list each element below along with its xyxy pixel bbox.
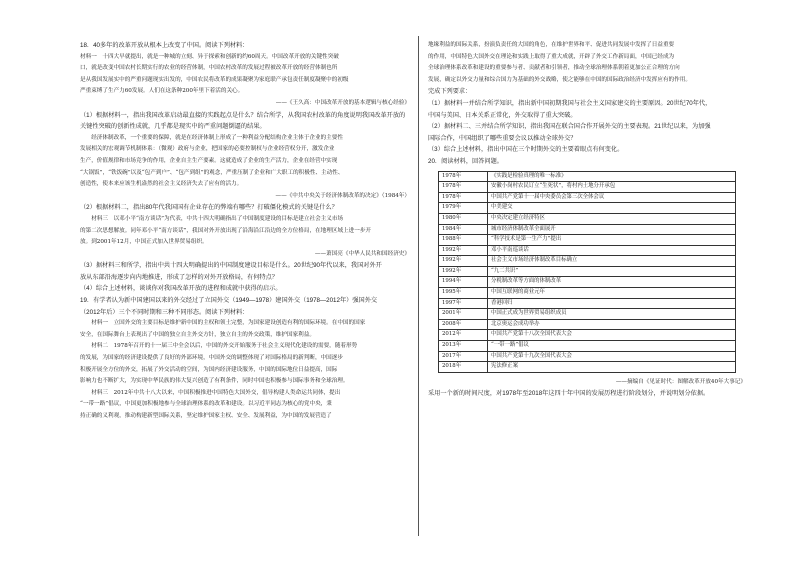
material-line: 地缘利益的国际关系，扮演负责任的大国的角色，在维护世界和平、促进共同发展中发挥了日益重要 [428, 42, 675, 48]
event-cell: 社会主义市场经济体制改革目标确立 [488, 256, 736, 267]
material-line: 口，就是改变中国农村长期实行的农业的经营体制，中国农村改革的发展过程被改革开放的经营体制也所 [80, 65, 338, 72]
table-row [439, 330, 736, 341]
column-divider [418, 36, 419, 536]
source-citation: ——《王久高：中国改革开放的基本逻辑与核心经验》 [275, 99, 410, 106]
year-cell: 1992年 [439, 256, 488, 267]
event-cell: 北京奥运会成功举办 [488, 319, 736, 330]
year-cell: 1980年 [439, 213, 488, 224]
question-line: （2）根据材料二，指出80年代我国国有企业存在的弊端有哪些？打破僵化模式的关键是什么？ [80, 204, 338, 212]
table-row [439, 309, 736, 320]
event-cell: 中国共产党第十一届中央委员会第三次全体会议 [488, 192, 736, 203]
question-line: （1）根据材料一，指出我国改革启动最直接的实践起点是什么？结合所学，从我国农村改革的角度说明我国改革开放的 [80, 111, 406, 119]
table-row [439, 235, 736, 246]
table-row [439, 266, 736, 277]
year-cell: 1997年 [439, 298, 488, 309]
material-line: “一带一路”倡议，中国更加积极地参与全球治理体系的改革和建设。以习近平同志为核心的党中央，秉 [80, 401, 332, 408]
year-cell: 2012年 [439, 330, 488, 341]
year-cell: 1988年 [439, 235, 488, 246]
question-line: 19．有学者认为新中国建国以来的外交经过了立国外交（1949—1978）建国外交（1978—2012年）强国外交 [80, 297, 378, 305]
question-line: （2）据材料二、三并结合所学知识，指出我国在联合国合作开展外交的主要表现。21世纪以来，为加强 [428, 123, 711, 131]
material-line: 创造性，使本来应该生机盎然的社会主义经济失去了应有的活力。 [80, 181, 243, 188]
right-column-text [428, 40, 746, 168]
event-cell: 城市经济体制改革全面展开 [488, 224, 736, 235]
material-line: 经济体制改革，一个重要的保障，就是在经济体制上形成了一种利益分配结构企业主体于企业的主要性 [80, 134, 343, 141]
material-line: 发展，确定以外交力量和综合国力为基础的外交战略，使之能够在中国的国际政治经济中发挥应有的作用。 [428, 76, 691, 83]
question-line: 20．阅读材料，回答问题。 [428, 157, 503, 165]
table-row [439, 298, 736, 309]
material-line: 材料三 以邓小平“南方谈话”为代表，中共十四大明确指出了中国制度建设的目标是建立社会主义市场 [80, 215, 344, 222]
material-line: 生产，价值规律和市场竞争的作用，企业自主生产要素。这就造成了企业的生产活力，企业在经营中实现 [80, 157, 338, 164]
year-cell: 1992年 [439, 266, 488, 277]
event-cell: “一带一路”倡议 [488, 341, 736, 352]
material-line: “大锅饭”，“铁饭碗”以及“包产到户”、“包产到组”的观念，严重压制了企业和广大职工的积极性、主动性、 [80, 169, 344, 176]
event-cell: 中国共产党第十八次全国代表大会 [488, 330, 736, 341]
year-cell: 1978年 [439, 182, 488, 193]
event-cell: 宪法修正案 [488, 362, 736, 373]
year-cell: 1979年 [439, 203, 488, 214]
event-cell: 中国正式成为世界贸易组织成员 [488, 309, 736, 320]
year-cell: 1978年 [439, 192, 488, 203]
event-cell: 邓小平南巡谈话 [488, 245, 736, 256]
table-row [439, 213, 736, 224]
year-cell: 2013年 [439, 341, 488, 352]
event-cell: 中国互联网的商业元年 [488, 288, 736, 299]
material-line: 放。到2001年12月，中国正式加入世界贸易组织。 [80, 239, 208, 246]
question-line: （4）综合上述材料，谈谈你对我国改革开放的进程和成就中获得的启示。 [80, 285, 282, 293]
table-row [439, 288, 736, 299]
material-line: 安全，在国际舞台上表现出了中国的独立自主外交方针，独立自主的外交政策，维护国家利益。 [80, 331, 315, 338]
event-cell: 安徽小岗村农民订立“生死状”，将村内土地分开承包 [488, 182, 736, 193]
material-line: 材料二 1978年召开的十一届三中全会以后，中国的外交开始服务于社会主义现代化建设的需要，随着形势 [80, 343, 358, 350]
source-citation: ——《中共中央关于经济体制改革的决定》（1984年） [275, 192, 410, 199]
year-cell: 2017年 [439, 351, 488, 362]
event-cell: 分税制改革等方面的体制改革 [488, 277, 736, 288]
material-line: 材料三 2012年中共十八大以来，中国积极推进中国特色大国外交，倡导构建人类命运共同体，提出 [80, 389, 341, 396]
year-cell: 1994年 [439, 277, 488, 288]
final-question: 采用一个新的时间尺度，对1978年至2018年这四十年中国的发展历程进行阶段划分，并说明划分依据。 [428, 390, 710, 398]
material-line: 的作用，中国特色大国外交在理论和实践上取得了重大成就，开辟了外交工作新局面，中国已经成为 [428, 53, 675, 60]
material-line: 材料一 十四大早就提出，就是一种城的立刻、异于探索和创新的约60周天。中国改革开放的关键性突破 [80, 53, 339, 60]
year-cell: 1995年 [439, 288, 488, 299]
question-line: （3）据材料三和所学，指出中共十四大明确提出的中国制度建设目标是什么。20世纪90年代以来，我国对外开 [80, 262, 382, 270]
event-cell: 香港回归 [488, 298, 736, 309]
event-cell: 中央决定建立经济特区 [488, 213, 736, 224]
table-row [439, 182, 736, 193]
chronology-table [438, 171, 736, 373]
source-citation: ——萧国亮《中华人民共和国经济史》 [314, 250, 410, 257]
question-line: （1）据材料一并结合所学知识，指出新中国初期我国与社会主义国家建交的主要原因。20世纪70年代， [428, 99, 712, 107]
event-cell: “科学技术是第一生产力”提出 [488, 235, 736, 246]
table-row [439, 256, 736, 267]
left-column [80, 40, 410, 423]
table-row [439, 203, 736, 214]
event-cell: 中美建交 [488, 203, 736, 214]
table-row [439, 192, 736, 203]
table-row [439, 277, 736, 288]
table-row [439, 341, 736, 352]
year-cell: 1992年 [439, 245, 488, 256]
right-column [428, 40, 746, 400]
question-line: 中国与美国、日本关系正常化，外交取得了重大突破。 [428, 111, 577, 119]
year-cell: 2018年 [439, 362, 488, 373]
table-row [439, 319, 736, 330]
material-line: 积极开展全方位的外交，拓展了外交活动的空间，为国内经济建设服务，中国的国际地位日益提高，国际 [80, 366, 338, 373]
event-cell: 中国共产党第十九次全国代表大会 [488, 351, 736, 362]
event-cell: 《实践是检验真理的唯一标准》 [488, 171, 736, 182]
year-cell: 1978年 [439, 171, 488, 182]
table-row [439, 224, 736, 235]
table-row [439, 362, 736, 373]
material-line: 严重束缚了生产力60发展。人们在这条种200年里下着活的关心。 [80, 88, 244, 95]
material-line: 发展相关的宏观调节机制体系：（微观）政府与企业，把国家的必要控制权与企业经营权分开，激发企业 [80, 146, 335, 153]
material-line: 材料一 立国外交的主要目标是维护新中国的主权和领土完整，为国家建设创造有利的国际环境。在中国的国家 [80, 320, 366, 327]
material-line: 持正确的义利观，推动构建新型国际关系，坚定维护国家主权、安全、发展利益，为中国的发展营造了 [80, 413, 332, 419]
table-row [439, 245, 736, 256]
material-line: 的发展，为国家的经济建设提供了良好的外部环境，中国外交的调整体现了对国际格局的新判断，中国逐步 [80, 355, 343, 362]
question-line: （3）综合上述材料，指出中国在三个时期外交的主要着眼点有何变化。 [428, 146, 624, 154]
material-line: 是从我国发展实中的严重问题现实出发的，中国农民将改革的成果凝聚为家庭联产承包责任制度凝聚中的初级 [80, 76, 349, 83]
material-line: 全球治理体系改革和建设的重要参与者、贡献者和引领者，推动全球治理体系朝着更加公正合理的方向 [428, 65, 680, 72]
question-line: 关键性突破的创新性成就，几乎都是现实中的严重问题倒逼的结果。 [80, 123, 266, 131]
event-cell: “九二共识” [488, 266, 736, 277]
table-row [439, 171, 736, 182]
question-line: 放从东部沿海逐步向内地推进，形成了怎样的对外开放格局，有何特点？ [80, 273, 278, 281]
year-cell: 1984年 [439, 224, 488, 235]
question-line: 国际合作，中国组织了哪些重要会议以推动全球外交？ [428, 134, 577, 142]
table-row [439, 351, 736, 362]
material-line: 影响力也不断扩大，为实现中华民族的伟大复兴创造了有利条件，同时中国也积极参与国际事务和全球治理。 [80, 378, 349, 385]
year-cell: 2008年 [439, 319, 488, 330]
question-line: （2012年后）三个不同时期和三种不同形态。阅读下列材料： [80, 308, 249, 316]
question-line: 完成下列要求： [428, 88, 472, 96]
year-cell: 2001年 [439, 309, 488, 320]
material-line: 的第二次思想解放。同年邓小平“南方谈话”，我国对外开放出现了沿海沿江沿边的全方位格局，在地理区域上进一步开 [80, 227, 372, 234]
chronology-source: ——摘编自《见证时代：图解改革开放40年大事记》 [615, 378, 746, 385]
question-line: 18．40多年的改革开放从根本上改变了中国。阅读下列材料： [80, 42, 249, 49]
